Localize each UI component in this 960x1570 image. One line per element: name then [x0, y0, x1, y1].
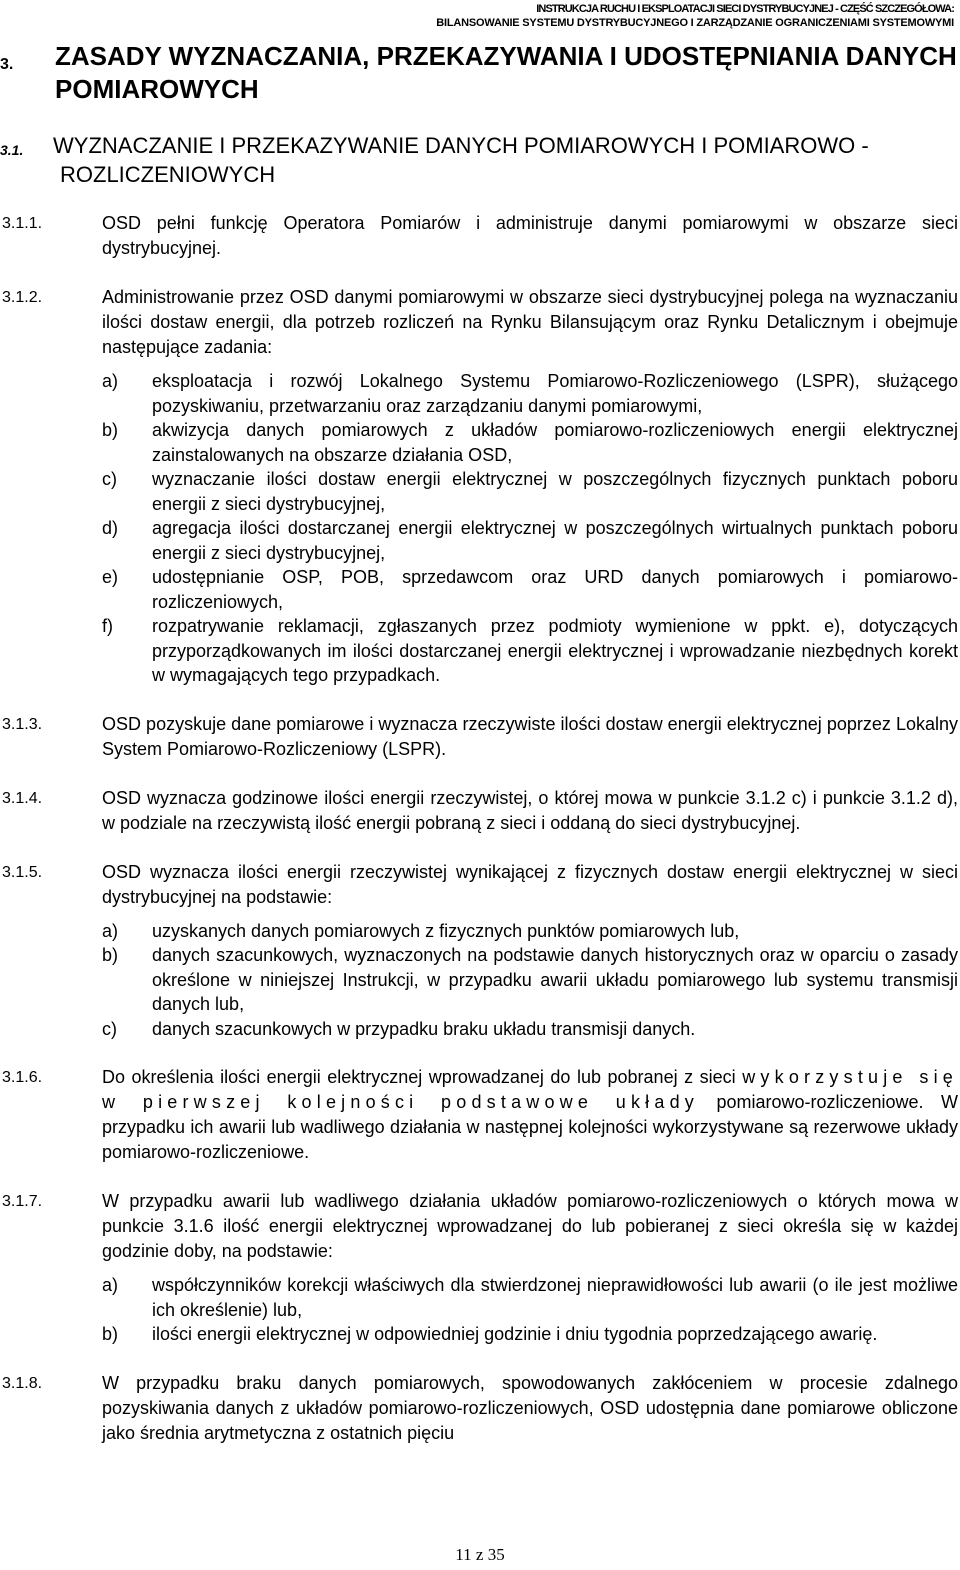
list-item [102, 1273, 958, 1322]
paragraph-text: W przypadku awarii lub wadliwego działania układów pomiarowo-rozliczeniowych o których mowa w punkcie 3.1.6 ilość energii elektrycznej wprowadzanej do lub pobieranej z sieci określa się w każdej godzinie doby, na podstawie: [102, 1191, 958, 1261]
header-line-1: INSTRUKCJA RUCHU I EKSPLOATACJI SIECI DYSTRYBUCYJNEJ - CZĘŚĆ SZCZEGÓŁOWA: [536, 3, 954, 15]
paragraph-number: 3.1.3. [2, 715, 43, 733]
header-line-2: BILANSOWANIE SYSTEMU DYSTRYBUCYJNEGO I ZARZĄDZANIE OGRANICZENIAMI SYSTEMOWYMI [436, 17, 954, 29]
paragraph-text: OSD wyznacza godzinowe ilości energii rzeczywistej, o której mowa w punkcie 3.1.2 c) i punkcie 3.1.2 d), w podziale na rzeczywistą ilość energii pobraną z sieci i oddaną do sieci dystrybucyjnej. [102, 787, 958, 833]
basis-list [102, 919, 958, 1042]
paragraph-number: 3.1.2. [2, 289, 43, 306]
list-item-text: akwizycja danych pomiarowych z układów pomiarowo-rozliczeniowych energii elektrycznej zainstalowanych na obszarze działania OSD, [152, 420, 958, 465]
paragraph-3-1-8 [0, 1371, 958, 1446]
paragraph-text: OSD wyznacza ilości energii rzeczywistej wynikającej z fizycznych dostaw energii elektrycznej w sieci dystrybucyjnej na podstawie: [102, 861, 958, 907]
list-item-label: b) [102, 420, 119, 440]
list-item-text: eksploatacja i rozwój Lokalnego Systemu Pomiarowo-Rozliczeniowego (LSPR), służącego pozyskiwaniu, przetwarzaniu oraz zarządzaniu danymi pomiarowymi, [152, 371, 958, 416]
paragraph-3-1-5 [0, 860, 958, 1042]
paragraph-number: 3.1.6. [2, 1069, 43, 1086]
list-item-text: danych szacunkowych w przypadku braku układu transmisji danych. [152, 1018, 696, 1039]
document-header [436, 2, 954, 30]
section-number: 3. [0, 56, 14, 73]
list-item-text: współczynników korekcji właściwych dla stwierdzonej nieprawidłowości lub awarii (o ile jest możliwe ich określenie) lub, [152, 1275, 958, 1320]
paragraph-text: OSD pełni funkcję Operatora Pomiarów i administruje danymi pomiarowymi w obszarze sieci dystrybucyjnej. [102, 213, 958, 258]
paragraph-number: 3.1.4. [2, 789, 43, 807]
list-item [102, 467, 958, 516]
list-item [102, 1322, 958, 1347]
list-item-label: a) [102, 920, 119, 941]
paragraph-3-1-7 [0, 1189, 958, 1347]
task-list [102, 369, 958, 688]
paragraph-3-1-4 [0, 786, 958, 836]
paragraph-text: Administrowanie przez OSD danymi pomiarowymi w obszarze sieci dystrybucyjnej polega na wyznaczaniu ilości dostaw energii, dla potrzeb rozliczeń na Rynku Bilansującym oraz Rynku Detalicznym i obejmuje następujące zadania: [102, 287, 958, 357]
list-item-text: wyznaczanie ilości dostaw energii elektrycznej w poszczególnych fizycznych punktach poboru energii z sieci dystrybucyjnej, [152, 469, 958, 514]
list-item-label: e) [102, 567, 119, 587]
list-item [102, 369, 958, 418]
paragraph-3-1-3 [0, 712, 958, 762]
list-item [102, 614, 958, 688]
paragraph-number: 3.1.1. [2, 215, 43, 232]
paragraph-text-spaced: wykorzystuje się w pierwszej kolejności podstawowe układy [102, 1067, 958, 1112]
subsection-title: WYZNACZANIE I PRZEKAZYWANIE DANYCH POMIAROWYCH I POMIAROWO -ROZLICZENIOWYCH [53, 133, 869, 187]
paragraph-number: 3.1.8. [2, 1374, 43, 1392]
paragraph-number: 3.1.7. [2, 1193, 43, 1210]
list-item-label: b) [102, 945, 119, 965]
list-item-label: a) [102, 371, 119, 391]
list-item [102, 565, 958, 614]
subsection-number: 3.1. [0, 142, 24, 158]
list-item-label: c) [102, 1018, 117, 1039]
list-item-text: rozpatrywanie reklamacji, zgłaszanych przez podmioty wymienione w ppkt. e), dotyczących przyporządkowanych im ilości dostarczanej energii elektrycznej i wprowadzanie niezbędnych korekt w wymagających tego przypadkach. [152, 616, 958, 685]
list-item [102, 418, 958, 467]
fallback-list [102, 1273, 958, 1347]
paragraph-number: 3.1.5. [2, 863, 43, 881]
page-number: 11 z 35 [455, 1545, 505, 1564]
list-item [102, 919, 958, 944]
list-item-label: a) [102, 1275, 119, 1295]
list-item-label: c) [102, 469, 117, 489]
document-body [0, 211, 958, 1446]
paragraph-text-part-2: pomiarowo-rozliczeniowe. W przypadku ich awarii lub wadliwego działania w następnej kolejności wykorzystywane są rezerwowe układy pomiarowo-rozliczeniowe. [102, 1092, 958, 1162]
list-item-text: agregacja ilości dostarczanej energii elektrycznej w poszczególnych wirtualnych punktach poboru energii z sieci dystrybucyjnej, [152, 518, 958, 563]
paragraph-text: OSD pozyskuje dane pomiarowe i wyznacza rzeczywiste ilości dostaw energii elektrycznej poprzez Lokalny System Pomiarowo-Rozliczeniowy (LSPR). [102, 713, 958, 759]
list-item-text: ilości energii elektrycznej w odpowiedniej godzinie i dniu tygodnia poprzedzającego awarię. [152, 1324, 878, 1344]
list-item-label: b) [102, 1324, 119, 1344]
list-item-text: udostępnianie OSP, POB, sprzedawcom oraz URD danych pomiarowych i pomiarowo-rozliczeniowych, [152, 567, 958, 612]
subsection-heading [0, 131, 958, 189]
list-item-text: uzyskanych danych pomiarowych z fizycznych punktów pomiarowych lub, [152, 920, 740, 941]
paragraph-3-1-1 [0, 211, 958, 261]
paragraph-3-1-2 [0, 285, 958, 688]
paragraph-3-1-6 [0, 1065, 958, 1165]
section-heading [0, 40, 958, 106]
list-item [102, 943, 958, 1017]
list-item [102, 1017, 958, 1042]
paragraph-text: W przypadku braku danych pomiarowych, spowodowanych zakłóceniem w procesie zdalnego pozyskiwania danych z układów pomiarowo-rozliczeniowych, OSD udostępnia dane pomiarowe obliczone jako średnia arytmetyczna z ostatnich pięciu [102, 1372, 958, 1443]
list-item [102, 516, 958, 565]
list-item-label: f) [102, 616, 113, 636]
paragraph-text-part-1: Do określenia ilości energii elektrycznej wprowadzanej do lub pobranej z sieci [102, 1067, 736, 1087]
section-title: ZASADY WYZNACZANIA, PRZEKAZYWANIA I UDOSTĘPNIANIA DANYCH POMIAROWYCH [55, 41, 957, 104]
list-item-label: d) [102, 518, 119, 538]
list-item-text: danych szacunkowych, wyznaczonych na podstawie danych historycznych oraz w oparciu o zasady określone w niniejszej Instrukcji, w przypadku awarii układu pomiarowego lub systemu transmisji danych lub, [152, 945, 958, 1014]
